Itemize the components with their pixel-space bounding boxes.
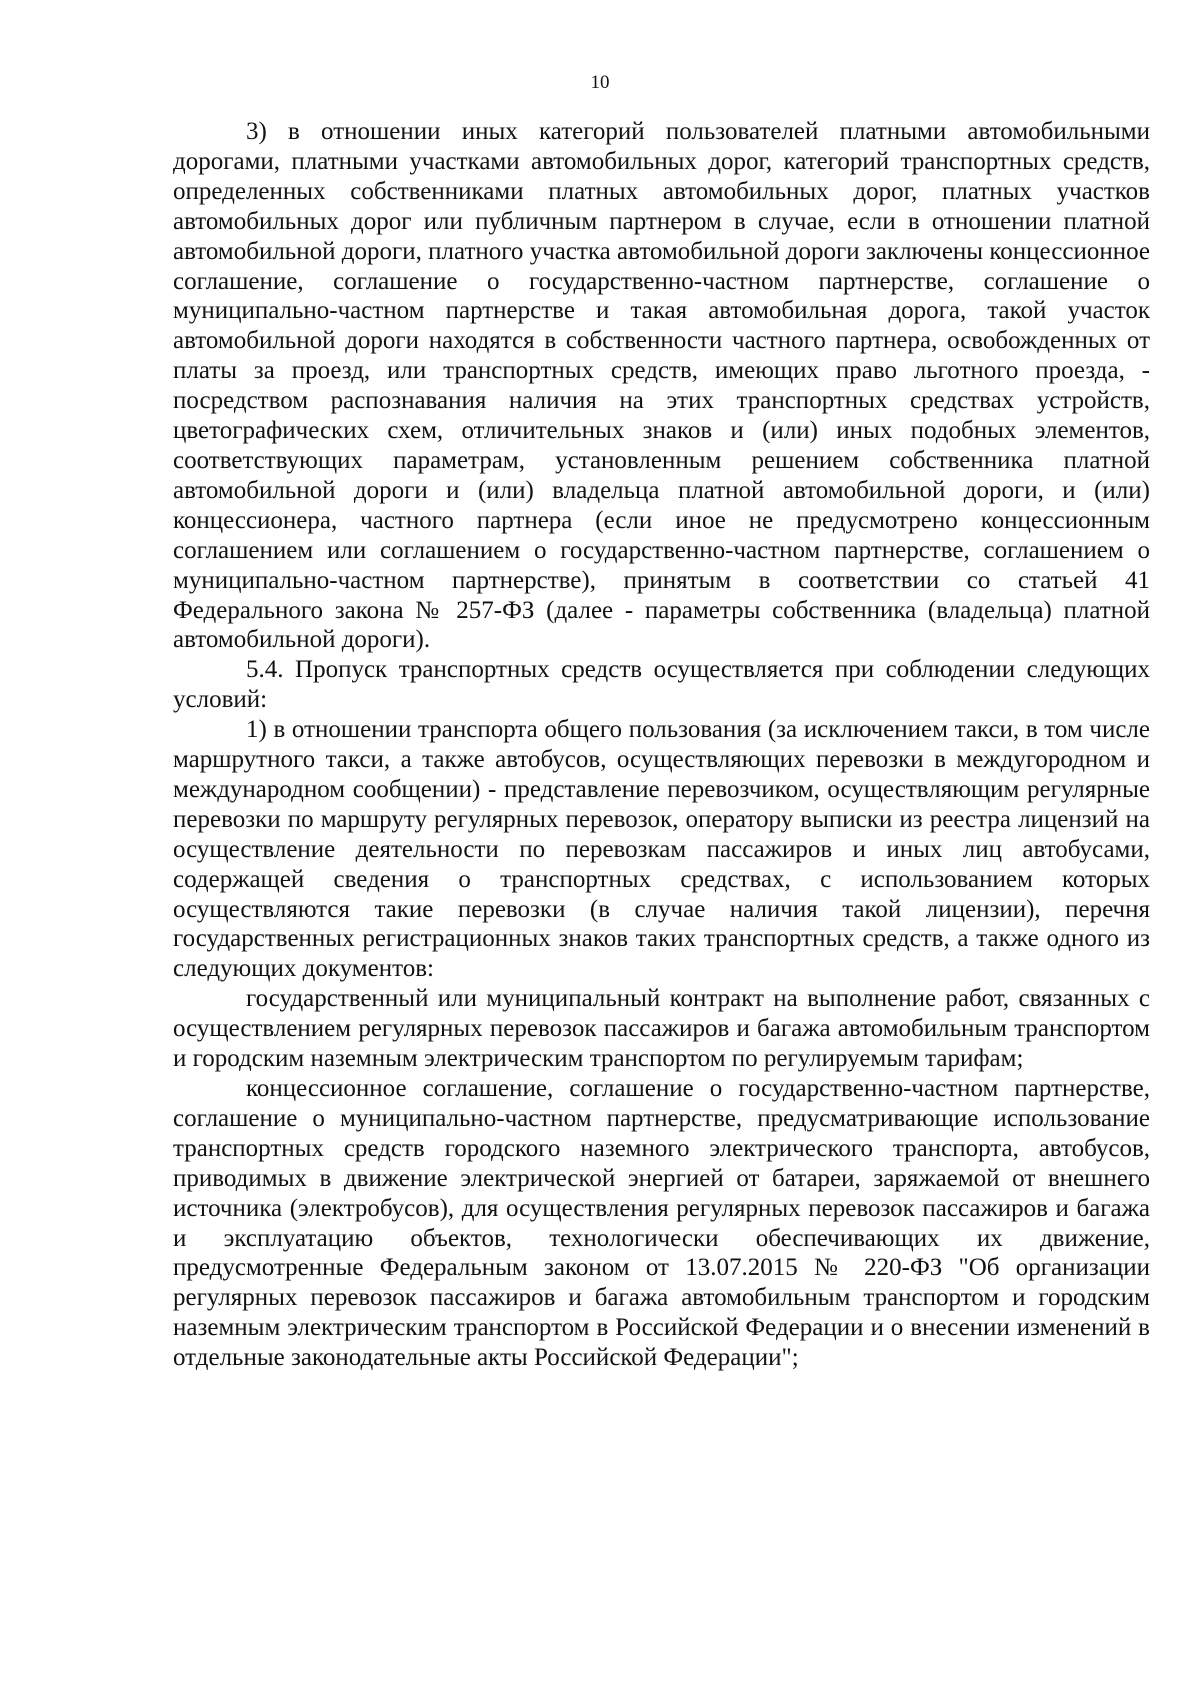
- paragraph-5-4: 5.4. Пропуск транспортных средств осуществляется при соблюдении следующих условий:: [173, 656, 1150, 714]
- page-number: 10: [590, 72, 610, 93]
- document-body: [173, 117, 1150, 1373]
- paragraph-clause-3: 3) в отношении иных категорий пользователей платными автомобильными дорогами, платными участками автомобильных дорог, категорий транспортных средств, определенных собственниками платных автомобильных дорог, платных участков автомобильных дорог или публичным партнером в случае, если в отношении платной автомобильной дороги, платного участка автомобильной дороги заключены концессионное соглашение, соглашение о государственно-частном партнерстве, соглашение о муниципально-частном партнерстве и такая автомобильная дорога, такой участок автомобильной дороги находятся в собственности частного партнера, освобожденных от платы за проезд, или транспортных средств, имеющих право льготного проезда, - посредством распознавания наличия на этих транспортных средствах устройств, цветографических схем, отличительных знаков и (или) иных подобных элементов, соответствующих параметрам, установленным решением собственника платной автомобильной дороги и (или) владельца платной автомобильной дороги, и (или) концессионера, частного партнера (если иное не предусмотрено концессионным соглашением или соглашением о государственно-частном партнерстве, соглашением о муниципально-частном партнерстве), принятым в соответствии со статьей 41 Федерального закона № 257-ФЗ (далее - параметры собственника (владельца) платной автомобильной дороги).: [173, 118, 1150, 654]
- paragraph-clause-1: 1) в отношении транспорта общего пользования (за исключением такси, в том числе маршрутного такси, а также автобусов, осуществляющих перевозки в междугородном и международном сообщении) - представление перевозчиком, осуществляющим регулярные перевозки по маршруту регулярных перевозок, оператору выписки из реестра лицензий на осуществление деятельности по перевозкам пассажиров и иных лиц автобусами, содержащей сведения о транспортных средствах, с использованием которых осуществляются такие перевозки (в случае наличия такой лицензии), перечня государственных регистрационных знаков таких транспортных средств, а также одного из следующих документов:: [173, 716, 1150, 983]
- paragraph-state-contract: государственный или муниципальный контракт на выполнение работ, связанных с осуществлением регулярных перевозок пассажиров и багажа автомобильным транспортом и городским наземным электрическим транспортом по регулируемым тарифам;: [173, 985, 1150, 1073]
- paragraph-concession-agreement: концессионное соглашение, соглашение о государственно-частном партнерстве, соглашение о муниципально-частном партнерстве, предусматривающие использование транспортных средств городского наземного электрического транспорта, автобусов, приводимых в движение электрической энергией от батареи, заряжаемой от внешнего источника (электробусов), для осуществления регулярных перевозок пассажиров и багажа и эксплуатацию объектов, технологически обеспечивающих их движение, предусмотренные Федеральным законом от 13.07.2015 № 220-ФЗ "Об организации регулярных перевозок пассажиров и багажа автомобильным транспортом и городским наземным электрическим транспортом в Российской Федерации и о внесении изменений в отдельные законодательные акты Российской Федерации";: [173, 1075, 1150, 1372]
